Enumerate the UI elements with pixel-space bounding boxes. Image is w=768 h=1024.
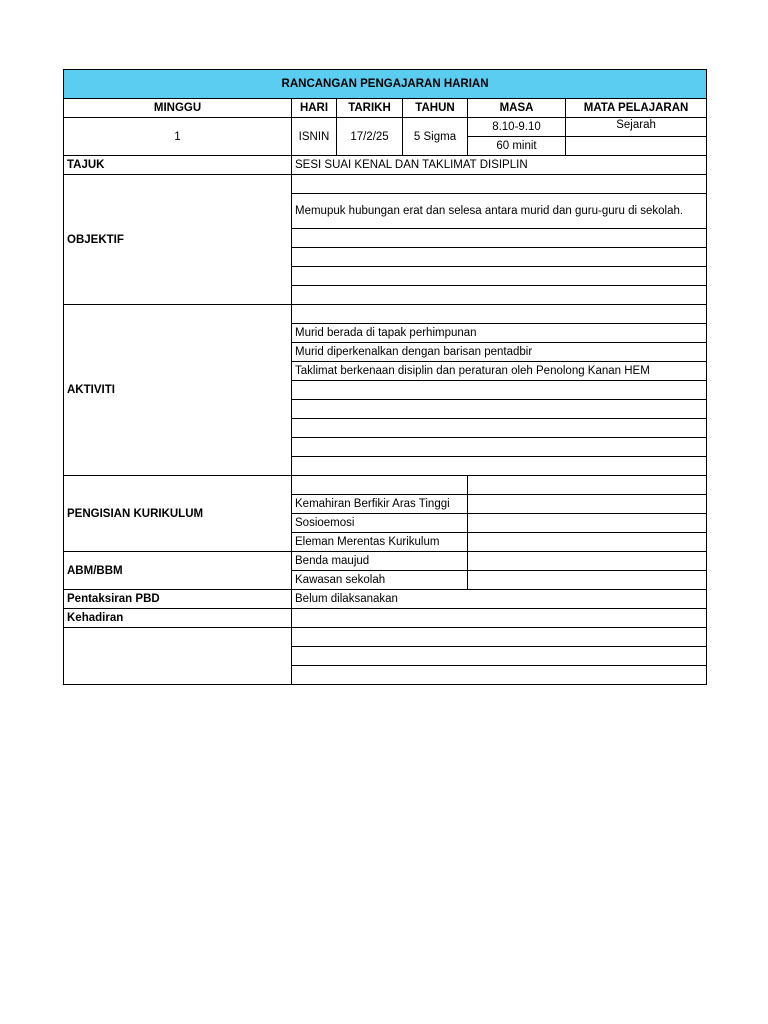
tarikh-value: 17/2/25 (337, 118, 403, 156)
aktiviti-blank-row (292, 400, 707, 419)
masa-time-value: 8.10-9.10 (468, 118, 566, 137)
label-tajuk: TAJUK (64, 156, 292, 175)
objektif-blank-row (292, 175, 707, 194)
kehadiran-value (292, 609, 707, 628)
refleksi-label-blank (64, 628, 292, 685)
hari-value: ISNIN (292, 118, 337, 156)
form-title: RANCANGAN PENGAJARAN HARIAN (64, 70, 707, 99)
mata-pelajaran-value: Sejarah (566, 118, 707, 137)
tahun-value: 5 Sigma (403, 118, 468, 156)
header-tahun: TAHUN (403, 99, 468, 118)
objektif-blank-row (292, 229, 707, 248)
kurikulum-blank-cell (468, 533, 707, 552)
kurikulum-item: Sosioemosi (292, 514, 468, 533)
masa-duration-value: 60 minit (468, 137, 566, 156)
refleksi-blank-row (292, 647, 707, 666)
objektif-blank-row (292, 248, 707, 267)
aktiviti-item: Taklimat berkenaan disiplin dan peraturan oleh Penolong Kanan HEM (292, 362, 707, 381)
header-minggu: MINGGU (64, 99, 292, 118)
refleksi-blank-row (292, 628, 707, 647)
tajuk-value: SESI SUAI KENAL DAN TAKLIMAT DISIPLIN (292, 156, 707, 175)
header-masa: MASA (468, 99, 566, 118)
aktiviti-item: Murid diperkenalkan dengan barisan pentadbir (292, 343, 707, 362)
label-aktiviti: AKTIVITI (64, 305, 292, 476)
kurikulum-blank-cell (292, 476, 468, 495)
label-objektif: OBJEKTIF (64, 175, 292, 305)
minggu-value: 1 (64, 118, 292, 156)
pentaksiran-pbd-value: Belum dilaksanakan (292, 590, 707, 609)
aktiviti-blank-row (292, 381, 707, 400)
aktiviti-blank-row (292, 419, 707, 438)
abm-item: Kawasan sekolah (292, 571, 468, 590)
kurikulum-item: Eleman Merentas Kurikulum (292, 533, 468, 552)
aktiviti-item: Murid berada di tapak perhimpunan (292, 324, 707, 343)
label-abm-bbm: ABM/BBM (64, 552, 292, 590)
kurikulum-blank-cell (468, 495, 707, 514)
aktiviti-blank-row (292, 457, 707, 476)
label-kehadiran: Kehadiran (64, 609, 292, 628)
abm-blank-cell (468, 571, 707, 590)
empty-cell (566, 137, 707, 156)
abm-item: Benda maujud (292, 552, 468, 571)
header-tarikh: TARIKH (337, 99, 403, 118)
aktiviti-blank-row (292, 438, 707, 457)
abm-blank-cell (468, 552, 707, 571)
kurikulum-blank-cell (468, 476, 707, 495)
aktiviti-blank-row (292, 305, 707, 324)
header-mata-pelajaran: MATA PELAJARAN (566, 99, 707, 118)
objektif-blank-row (292, 267, 707, 286)
kurikulum-item: Kemahiran Berfikir Aras Tinggi (292, 495, 468, 514)
label-pentaksiran-pbd: Pentaksiran PBD (64, 590, 292, 609)
lesson-plan-table (63, 69, 707, 685)
label-pengisian-kurikulum: PENGISIAN KURIKULUM (64, 476, 292, 552)
objektif-blank-row (292, 286, 707, 305)
header-hari: HARI (292, 99, 337, 118)
objektif-value: Memupuk hubungan erat dan selesa antara murid dan guru-guru di sekolah. (292, 194, 707, 229)
kurikulum-blank-cell (468, 514, 707, 533)
refleksi-blank-row (292, 666, 707, 685)
